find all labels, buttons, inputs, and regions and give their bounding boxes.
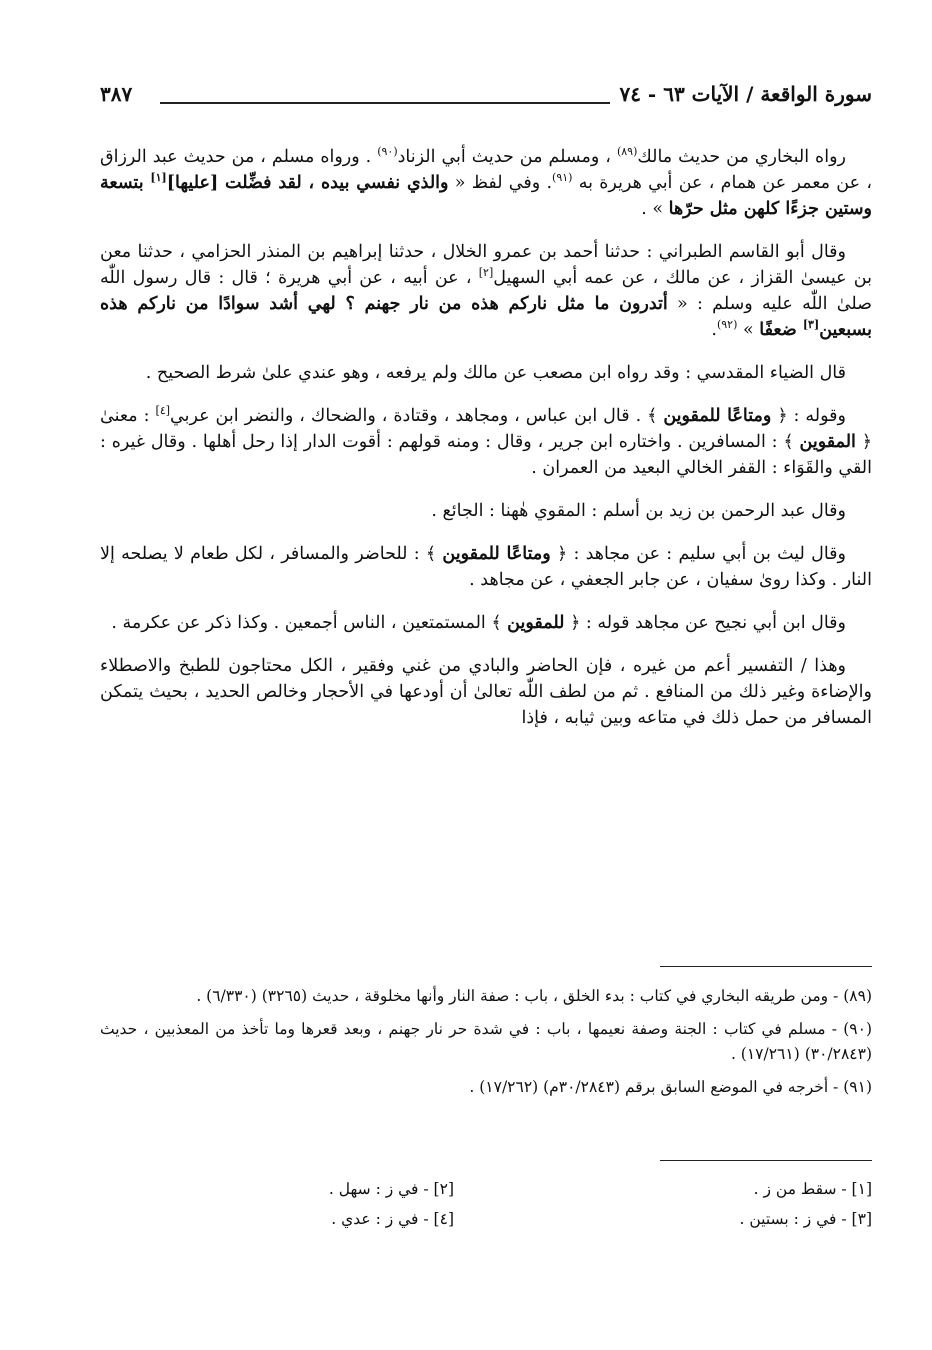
header-rule [160,102,610,104]
variant-notes-column-right [572,1176,872,1236]
running-header [100,82,872,118]
variant-notes-column-left [154,1176,454,1236]
variant-notes-rule [660,1160,872,1161]
paragraph: رواه البخاري من حديث مالك$^{(٨٩)}$ ، ومسلم من حديث أبي الزناد$^{(٩٠)}$ . ورواه مسلم ، من حديث عبد الرزاق ، عن معمر عن همام ، عن أبي هريرة به $^{(٩١)}$. وفي لفظ « والذي نفسي بيده ، لقد فضِّلت [عليها][١] بتسعة وستين جزءًا كلهن مثل حرّها » . [100,145,872,219]
paragraph: وقال ليث بن أبي سليم : عن مجاهد : ﴿ ومتاعًا للمقوين ﴾ : للحاضر والمسافر ، لكل طعام لا يصلحه إلا النار . وكذا روىٰ سفيان ، عن جابر الجعفي ، عن مجاهد . [100,544,872,590]
footnotes [100,984,872,1108]
footnote: (٨٩) - ومن طريقه البخاري في كتاب : بدء الخلق ، باب : صفة النار وأنها مخلوقة ، حديث (٣٢٦٥) (٦/٣٣٠) . [196,987,872,1005]
main-text [100,144,872,748]
paragraph: قال الضياء المقدسي : وقد رواه ابن مصعب عن مالك ولم يرفعه ، وهو عندي علىٰ شرط الصحيح . [145,363,846,383]
paragraph: وهذا / التفسير أعم من غيره ، فإن الحاضر والبادي من غني وفقير ، الكل محتاجون للطبخ والاصطلاء والإضاءة وغير ذلك من المنافع . ثم من لطف اللّٰه تعالىٰ أن أودعها في الأحجار وخالص الحديد ، بحيث يتمكن المسافر من حمل ذلك في متاعه وبين ثيابه ، فإذا [100,656,872,728]
footnote-rule [660,966,872,967]
footnote: (٩٠) - مسلم في كتاب : الجنة وصفة نعيمها ، باب : في شدة حر نار جهنم ، وبعد قعرها وما تأخذ من المعذبين ، حديث (٣٠/٢٨٤٣) (١٧/٢٦١) . [100,1020,872,1063]
paragraph: وقال أبو القاسم الطبراني : حدثنا أحمد بن عمرو الخلال ، حدثنا إبراهيم بن المنذر الحزامي ، حدثنا معن بن عيسىٰ القزاز ، عن مالك ، عن عمه أبي السهيل[٢] ، عن أبيه ، عن أبي هريرة ؛ قال : قال رسول اللّٰه صلىٰ اللّٰه عليه وسلم : « أتدرون ما مثل ناركم هذه من نار جهنم ؟ لهي أشد سوادًا من ناركم هذه بسبعين[٣] ضعفًا » $^{(٩٢)}$. [100,242,873,340]
footnote: (٩١) - أخرجه في الموضع السابق برقم (٣٠/٢٨٤٣م) (١٧/٢٦٢) . [469,1078,872,1096]
paragraph: وقال عبد الرحمن بن زيد بن أسلم : المقوي هٰهنا : الجائع . [431,501,846,521]
variant-note: [١] - سقط من ز . [753,1180,872,1198]
header-title: سورة الواقعة / الآيات ٦٣ - ٧٤ [619,82,872,106]
variant-note: [٤] - في ز : عدي . [331,1210,454,1228]
variant-note: [٢] - في ز : سهل . [328,1180,454,1198]
paragraph: وقوله : ﴿ ومتاعًا للمقوين ﴾ . قال ابن عباس ، ومجاهد ، وقتادة ، والضحاك ، والنضر ابن عربي[٤] : معنىٰ ﴿ المقوين ﴾ : المسافرين . واختاره ابن جرير ، وقال : ومنه قولهم : أقوت الدار إذا رحل أهلها . وقال غيره : القي والقَوَاء : القفر الخالي البعيد من العمران . [100,404,872,478]
paragraph: وقال ابن أبي نجيح عن مجاهد قوله : ﴿ للمقوين ﴾ المستمتعين ، الناس أجمعين . وكذا ذكر عن عكرمة . [111,613,846,633]
variant-note: [٣] - في ز : بستين . [739,1210,872,1228]
page-number: ٣٨٧ [100,82,133,106]
